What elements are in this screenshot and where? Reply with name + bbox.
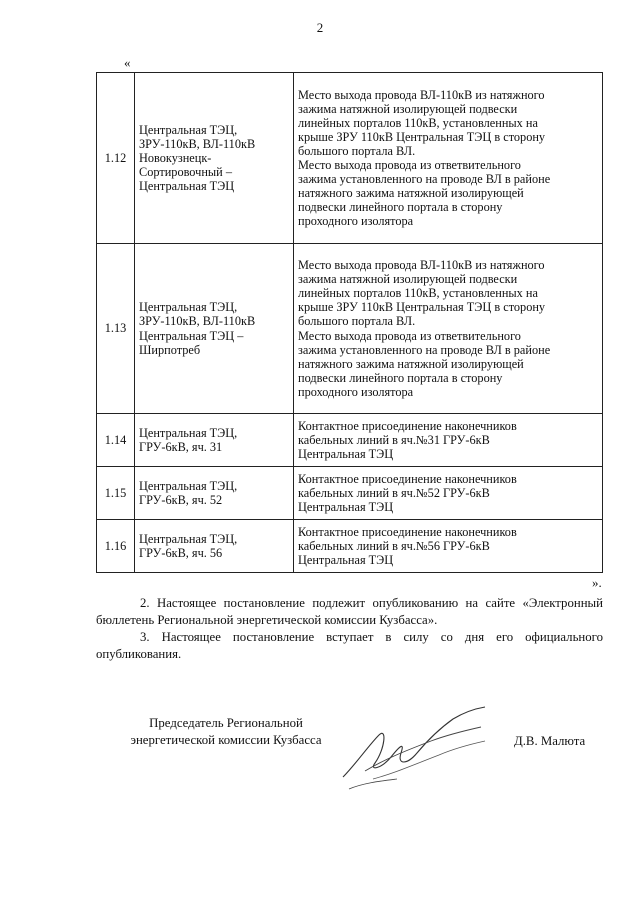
description-cell [294,520,603,573]
table-row [97,520,603,573]
description-line: зажима установленного на проводе ВЛ в районе [298,172,551,187]
object-line: Ширпотреб [139,342,201,357]
description-line: натяжного зажима натяжной изолирующей [298,356,524,371]
row-number: 1.14 [97,414,135,467]
open-quote: « [124,55,131,70]
description-line: зажима натяжной изолирующей подвески [298,272,518,287]
description-line: Место выхода провода из ответвительного [298,158,521,172]
description-cell [294,467,603,520]
description-line: большого портала ВЛ. [298,143,416,158]
description-line: линейных порталов 110кВ, установленных на [298,286,538,301]
object-line: Новокузнецк- [139,150,212,165]
description-line: зажима натяжной изолирующей подвески [298,101,518,116]
object-line: Центральная ТЭЦ – [139,328,244,343]
description-line: кабельных линий в яч.№56 ГРУ-6кВ [298,538,490,553]
description-line: проходного изолятора [298,384,414,399]
object-cell [135,520,294,573]
object-line: ЗРУ-110кВ, ВЛ-110кВ [139,136,256,151]
page-number: 2 [316,20,324,35]
object-line: ГРУ-6кВ, яч. 52 [139,493,223,507]
object-line: Центральная ТЭЦ [139,179,235,194]
object-cell [135,414,294,467]
description-line: подвески линейного портала в сторону [298,370,503,385]
row-number: 1.15 [97,467,135,520]
object-line: Сортировочный – [139,165,232,180]
paragraph-2 [96,595,603,629]
description-line: кабельных линий в яч.№31 ГРУ-6кВ [298,432,490,447]
row-number: 1.16 [97,520,135,573]
description-line: большого портала ВЛ. [298,314,416,329]
description-line: Место выхода провода из ответвительного [298,328,521,343]
signatory-title-line-2: энергетической комиссии Кузбасса [130,733,322,747]
object-line: Центральная ТЭЦ, [139,300,238,315]
close-quote: ». [592,575,602,590]
description-line: кабельных линий в яч.№52 ГРУ-6кВ [298,485,490,500]
object-line: Центральная ТЭЦ, [139,531,238,546]
description-line: линейных порталов 110кВ, установленных на [298,115,538,130]
description-cell [294,73,603,244]
description-cell [294,244,603,414]
signatory-title [96,715,356,749]
description-line: Место выхода провода ВЛ-110кВ из натяжного [298,258,545,273]
description-line: Центральная ТЭЦ [298,500,394,515]
description-line: Контактное присоединение наконечников [298,418,517,433]
row-number: 1.13 [97,244,135,414]
object-line: Центральная ТЭЦ, [139,478,238,493]
description-line: натяжного зажима натяжной изолирующей [298,186,524,201]
description-line: Центральная ТЭЦ [298,553,394,568]
table-row [97,73,603,244]
signer-name: Д.В. Малюта [514,734,586,748]
table-body [97,73,603,573]
description-line: крыше ЗРУ 110кВ Центральная ТЭЦ в сторону [298,129,546,144]
handwritten-signature [335,705,495,795]
object-line: ГРУ-6кВ, яч. 56 [139,546,223,560]
object-line: ЗРУ-110кВ, ВЛ-110кВ [139,314,256,329]
description-line: Контактное присоединение наконечников [298,471,517,486]
paragraph-3 [96,629,603,663]
description-cell [294,414,603,467]
schedule-table [96,72,603,573]
description-line: Место выхода провода ВЛ-110кВ из натяжного [298,87,545,102]
signatory-title-line-1: Председатель Региональной [149,716,303,730]
object-line: Центральная ТЭЦ, [139,122,238,137]
object-cell [135,73,294,244]
row-number: 1.12 [97,73,135,244]
description-line: зажима установленного на проводе ВЛ в районе [298,342,551,357]
object-line: ГРУ-6кВ, яч. 31 [139,440,223,454]
paragraph-2-text: 2. Настоящее постановление подлежит опубликованию на сайте «Электронный бюллетень Региональной энергетической комиссии Кузбасса». [96,596,603,627]
object-line: Центральная ТЭЦ, [139,425,238,440]
description-line: подвески линейного портала в сторону [298,200,503,215]
description-line: Контактное присоединение наконечников [298,524,517,539]
object-cell [135,244,294,414]
description-line: проходного изолятора [298,214,414,229]
table-row [97,414,603,467]
object-cell [135,467,294,520]
description-line: Центральная ТЭЦ [298,447,394,462]
description-line: крыше ЗРУ 110кВ Центральная ТЭЦ в сторону [298,300,546,315]
table-row [97,467,603,520]
paragraph-3-text: 3. Настоящее постановление вступает в силу со дня его официального опубликования. [96,630,603,661]
table-row [97,244,603,414]
